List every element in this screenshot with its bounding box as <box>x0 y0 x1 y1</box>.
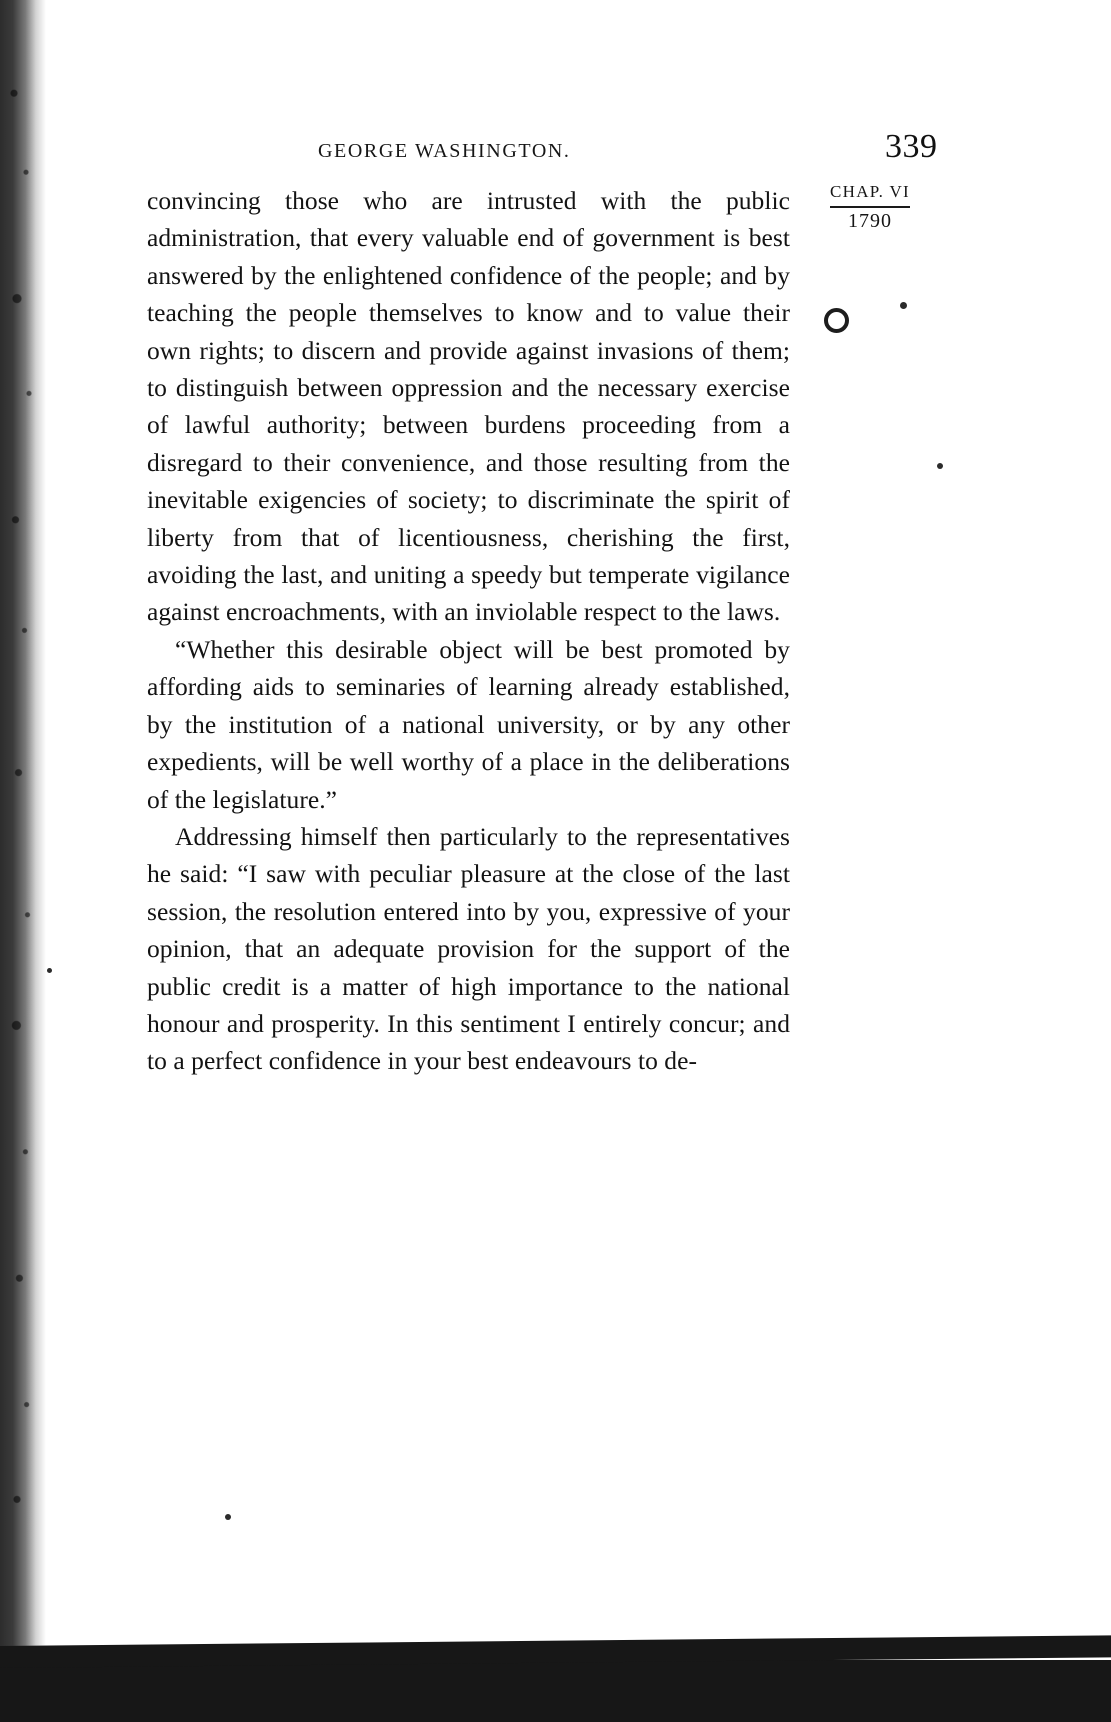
margin-note <box>805 182 935 233</box>
margin-ink-mark-icon <box>824 308 849 333</box>
scan-speck <box>937 463 943 469</box>
scan-speck <box>900 302 907 309</box>
margin-note-year: 1790 <box>848 210 892 232</box>
body-text-column <box>147 182 790 1080</box>
paragraph: “Whether this desirable object will be best promoted by affording aids to seminaries of learning already established, by the institution of a national university, or by any other expedients, will be well worthy of a place in the deliberations of the legislature.” <box>147 634 790 814</box>
page-number: 339 <box>885 128 938 165</box>
margin-note-rule <box>830 206 910 208</box>
page-running-head: GEORGE WASHINGTON. <box>318 140 571 162</box>
scan-bottom-edge <box>0 1660 1111 1722</box>
scan-speck <box>225 1514 231 1520</box>
paragraph: convincing those who are intrusted with the public administration, that every valuable end of government is best answered by the enlightened confidence of the people; and by teaching the people themselves to know and to value their own rights; to discern and provide against invasions of them; to distinguish between oppression and the necessary exercise of lawful authority; between burdens proceeding from a disregard to their convenience, and those resulting from the inevitable exigencies of society; to discriminate the spirit of liberty from that of licentiousness, cherishing the first, avoiding the last, and uniting a speedy but temperate vigilance against encroachments, with an inviolable respect to the laws. <box>147 186 790 627</box>
paragraph: Addressing himself then particularly to the representatives he said: “I saw with peculiar pleasure at the close of the last session, the resolution entered into by you, expressive of your opinion, that an adequate provision for the support of the public credit is a matter of high importance to the national honour and prosperity. In this sentiment I entirely concur; and to a perfect confidence in your best endeavours to de- <box>147 821 790 1076</box>
scan-speck <box>47 968 52 973</box>
scan-gutter-speckles <box>8 30 38 1610</box>
margin-note-chapter: CHAP. VI <box>830 182 910 201</box>
